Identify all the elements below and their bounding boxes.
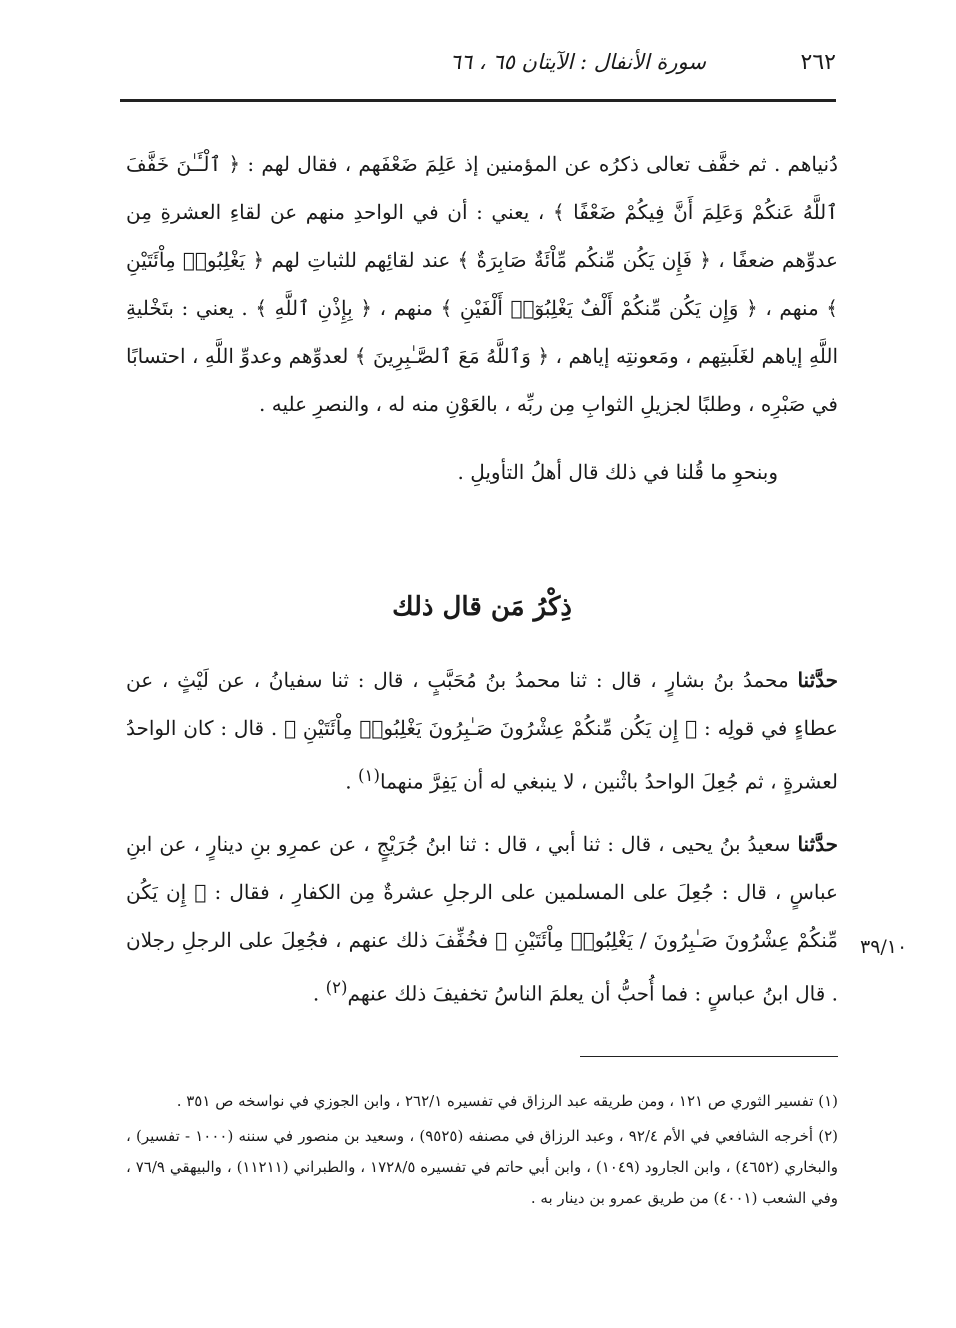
hadith-text bbox=[126, 820, 838, 1018]
hadith-lead: حدَّثنا bbox=[797, 832, 838, 856]
main-text bbox=[126, 140, 838, 496]
margin-reference: ٣٩/١٠ bbox=[860, 936, 908, 958]
hadith-entry bbox=[126, 820, 838, 1018]
footnote: (٢) أخرجه الشافعي في الأم ٩٢/٤ ، وعبد الرزاق في مصنفه (٩٥٢٥) ، وسعيد بن منصور في سننه (١٠٠٠ - تفسير) ، والبخاري (٤٦٥٢) ، وابن الجارود (١٠٤٩) ، وابن أبي حاتم في تفسيره ١٧٢٨/٥ ، والطبراني (١١٢١١) ، والبيهقي ٧٦/٩ ، وفي الشعب (٤٠٠١) من طريق عمرو بن دينار به . bbox=[126, 1127, 838, 1207]
hadith-text bbox=[126, 656, 838, 806]
hadith-body: سعيدُ بنُ يحيى ، قال : ثنا أبي ، قال : ثنا ابنُ جُرَيْجٍ ، عن عمرِو بنِ دينارٍ ، عن ابنِ عباسٍ ، قال : جُعِلَ على المسلمين على الرجلِ عشرةٌ مِن الكفارِ ، فقال : ﴿ إِن يَكُن مِّنكُمْ عِشْرُونَ صَـٰبِرُونَ / يَغْلِبُوا۟ مِاْئَتَيْنِ ﴾ فخُفِّفَ ذلك عنهم ، فجُعِلَ على الرجلِ رجلان . قال ابنُ عباسٍ : فما أُحبُّ أن يعلمَ الناسُ تخفيفَ ذلك عنهم bbox=[126, 832, 838, 1006]
page-number: ٢٦٢ bbox=[800, 50, 836, 75]
footnote-ref: (١) bbox=[358, 766, 380, 785]
hadith-entry bbox=[126, 656, 838, 806]
footnote-rule bbox=[580, 1056, 838, 1057]
footnote: (١) تفسير الثوري ص ١٢١ ، ومن طريقه عبد الرزاق في تفسيره ٢٦٢/١ ، وابن الجوزي في نواسخه ص ٣٥١ . bbox=[176, 1092, 838, 1110]
section-heading: ذِكْرُ مَن قال ذلك bbox=[392, 592, 572, 622]
running-title: سورة الأنفال : الآيتان ٦٥ ، ٦٦ bbox=[449, 50, 706, 74]
paragraph: دُنياهم . ثم خفَّف تعالى ذكرُه عن المؤمنين إذ عَلِمَ ضَعْفَهم ، فقال لهم : ﴿ ٱلْـَٔـٰنَ خَفَّفَ ٱللَّهُ عَنكُمْ وَعَلِمَ أَنَّ فِيكُمْ ضَعْفًا ﴾ ، يعني : أن في الواحدِ منهم عن لقاءِ العشرةِ مِن عدوِّهم ضعفًا ، ﴿ فَإِن يَكُن مِّنكُم مِّاْئَةٌ صَابِرَةٌ ﴾ عند لقائِهم للثباتِ لهم ﴿ يَغْلِبُوا۟ مِاْئَتَيْنِ ﴾ منهم ، ﴿ وَإِن يَكُن مِّنكُمْ أَلْفٌ يَغْلِبُوٓا۟ أَلْفَيْنِ ﴾ منهم ، ﴿ بِإِذْنِ ٱللَّهِ ﴾ . يعني : بتَخْليةِ اللَّهِ إياهم لغَلَبتِهم ، ومَعونتِه إياهم ، ﴿ وَٱللَّهُ مَعَ ٱلصَّـٰبِرِينَ ﴾ لعدوِّهم وعدوِّ اللَّهِ ، احتسابًا في صَبْرِه ، وطلبًا لجزيلِ الثوابِ مِن ربِّه ، بالعَوْنِ منه له ، والنصرِ عليه . bbox=[126, 152, 838, 416]
footnotes bbox=[126, 1086, 838, 1218]
hadith-lead: حدَّثنا bbox=[797, 668, 838, 692]
hadith-end: . bbox=[345, 769, 359, 794]
hadith-body: محمدُ بنُ بشارٍ ، قال : ثنا محمدُ بنُ مُحَبَّبٍ ، قال : ثنا سفيانُ ، عن لَيْثٍ ، عن عطاءٍ في قولِه : ﴿ إِن يَكُن مِّنكُمْ عِشْرُونَ صَـٰبِرُونَ يَغْلِبُوا۟ مِاْئَتَيْنِ ﴾ . قال : كان الواحدُ لعشرةٍ ، ثم جُعِلَ الواحدُ باثْنين ، لا ينبغي له أن يَفِرَّ منهما bbox=[126, 668, 838, 794]
footnote-ref: (٢) bbox=[325, 978, 348, 997]
hadith-end: . bbox=[312, 981, 326, 1006]
page-header bbox=[120, 44, 836, 94]
paragraph: وبنحوِ ما قُلنا في ذلك قال أهلُ التأويلِ . bbox=[457, 460, 778, 484]
header-rule bbox=[120, 99, 836, 102]
